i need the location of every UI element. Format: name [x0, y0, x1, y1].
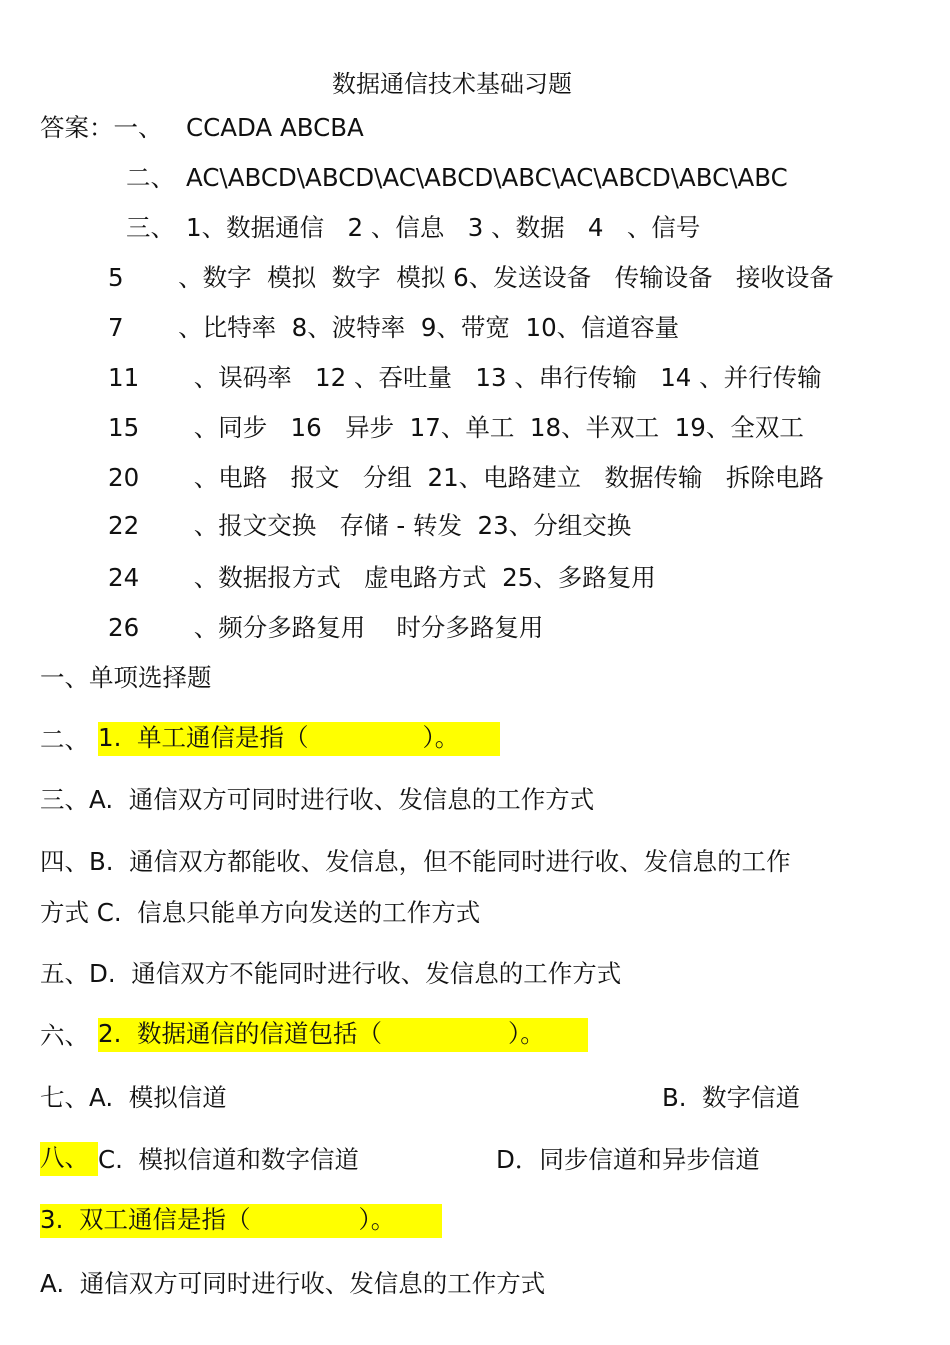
option-line: 四、B. 通信双方都能收、发信息，但不能同时进行收、发信息的工作	[40, 847, 791, 876]
question-3-close: ）。	[358, 1205, 396, 1234]
question-3: 3. 双工通信是指（	[40, 1205, 251, 1234]
answer-line: 15 、同步 16 异步 17、单工 18、半双工 19、全双工	[108, 413, 804, 442]
line-prefix: 八、	[40, 1143, 89, 1172]
question-2: 2. 数据通信的信道包括（	[98, 1019, 382, 1048]
question-1-close: ）。	[422, 723, 460, 752]
question-2-highlight	[98, 1018, 588, 1052]
option-line: 五、D. 通信双方不能同时进行收、发信息的工作方式	[40, 959, 622, 988]
line-prefix: 六、	[40, 1021, 89, 1050]
answer-line: 20 、电路 报文 分组 21、电路建立 数据传输 拆除电路	[108, 463, 824, 492]
answer-part2: AC\ABCD\ABCD\AC\ABCD\ABC\AC\ABCD\ABC\ABC	[186, 163, 788, 192]
option-line: D．同步信道和异步信道	[496, 1145, 760, 1174]
option-line: C. 模拟信道和数字信道	[98, 1145, 359, 1174]
question-1: 1. 单工通信是指（	[98, 723, 309, 752]
option-line: 七、A. 模拟信道	[40, 1083, 227, 1112]
answer-part3-prefix: 三、	[126, 213, 175, 242]
answer-line: 7 、比特率 8、波特率 9、带宽 10、信道容量	[108, 313, 680, 342]
line-prefix: 二、	[40, 725, 89, 754]
answer-line: 11 、误码率 12 、吞吐量 13 、串行传输 14 、并行传输	[108, 363, 822, 392]
option-line: A. 通信双方可同时进行收、发信息的工作方式	[40, 1269, 546, 1298]
section-heading: 一、单项选择题	[40, 663, 212, 692]
question-2-close: ）。	[507, 1019, 545, 1048]
answer-label: 答案：一、	[40, 113, 163, 142]
answer-line: 24 、数据报方式 虚电路方式 25、多路复用	[108, 563, 656, 592]
answer-line: 22 、报文交换 存储 - 转发 23、分组交换	[108, 511, 632, 540]
answer-line: 5 、数字 模拟 数字 模拟 6、发送设备 传输设备 接收设备	[108, 263, 834, 292]
answer-part1: CCADA ABCBA	[186, 113, 364, 142]
answer-line: 26 、频分多路复用 时分多路复用	[108, 613, 544, 642]
option-line: 方式 C. 信息只能单方向发送的工作方式	[40, 898, 481, 927]
answer-line: 1、数据通信 2 、信息 3 、数据 4 、信号	[186, 213, 701, 242]
option-line: 三、A. 通信双方可同时进行收、发信息的工作方式	[40, 785, 595, 814]
question-1-highlight	[98, 722, 500, 756]
answer-part2-prefix: 二、	[126, 163, 175, 192]
option-line: B. 数字信道	[662, 1083, 801, 1112]
question-3-highlight	[40, 1204, 442, 1238]
line-prefix-highlight	[40, 1142, 98, 1176]
page-title: 数据通信技术基础习题	[332, 70, 572, 98]
